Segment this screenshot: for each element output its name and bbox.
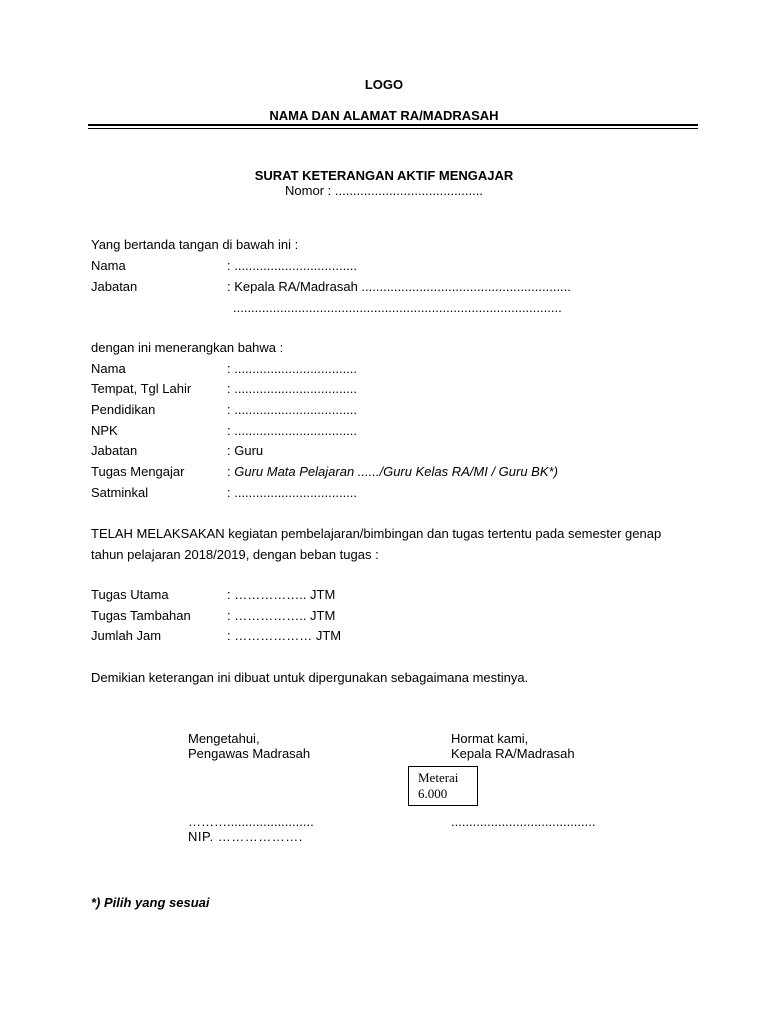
signatory-name-label: Nama	[91, 258, 126, 273]
task-main-value: : …………….. JTM	[227, 587, 336, 602]
subject-teaching-options: Guru Mata Pelajaran ....../Guru Kelas RA/MI / Guru BK*)	[234, 464, 558, 479]
task-additional-value: : …………….. JTM	[227, 608, 336, 623]
letter-number: Nomor : .........................................	[285, 183, 483, 198]
left-signature-nip: NIP. ……………….	[188, 829, 303, 844]
signatory-position-continuation: ...........................................................................................	[233, 300, 562, 315]
header-rule-thin	[88, 128, 698, 129]
subject-satminkal-label: Satminkal	[91, 485, 149, 500]
subject-satminkal-value: : ..................................	[227, 485, 358, 500]
subject-npk-value: : ..................................	[227, 423, 358, 438]
subject-teaching-prefix: :	[227, 464, 235, 479]
right-signature-line-2: Kepala RA/Madrasah	[451, 746, 575, 761]
duty-stamp-label: Meterai	[418, 770, 459, 785]
signatory-name-value: : ..................................	[227, 258, 358, 273]
subject-birth-label: Tempat, Tgl Lahir	[91, 381, 192, 396]
signatory-position-label: Jabatan	[91, 279, 138, 294]
task-total-label: Jumlah Jam	[91, 628, 162, 643]
statement-line-1: TELAH MELAKSAKAN kegiatan pembelajaran/bimbingan dan tugas tertentu pada semester genap	[91, 526, 662, 541]
left-signature-line-2: Pengawas Madrasah	[188, 746, 311, 761]
right-signature-name-line: ........................................	[451, 814, 596, 829]
statement-line-2: tahun pelajaran 2018/2019, dengan beban tugas :	[91, 547, 379, 562]
subject-npk-label: NPK	[91, 423, 118, 438]
logo-placeholder: LOGO	[364, 77, 404, 92]
header-rule-thick	[88, 124, 698, 126]
subject-birth-value: : ..................................	[227, 381, 358, 396]
task-additional-label: Tugas Tambahan	[91, 608, 191, 623]
institution-name: NAMA DAN ALAMAT RA/MADRASAH	[269, 108, 499, 123]
duty-stamp-value: 6.000	[418, 785, 448, 801]
duty-stamp-box	[408, 766, 478, 806]
subject-intro: dengan ini menerangkan bahwa :	[91, 340, 284, 355]
task-main-label: Tugas Utama	[91, 587, 169, 602]
subject-education-label: Pendidikan	[91, 402, 156, 417]
left-signature-name-line: ………........................	[188, 814, 314, 829]
subject-name-value: : ..................................	[227, 361, 358, 376]
letter-title: SURAT KETERANGAN AKTIF MENGAJAR	[254, 168, 514, 183]
signatory-position-value: : Kepala RA/Madrasah ..........................................................	[227, 279, 571, 294]
subject-teaching-value	[227, 464, 558, 480]
subject-teaching-label: Tugas Mengajar	[91, 464, 185, 479]
right-signature-line-1: Hormat kami,	[451, 731, 529, 746]
task-total-value: : ……………… JTM	[227, 628, 342, 643]
subject-position-value: : Guru	[227, 443, 264, 458]
subject-name-label: Nama	[91, 361, 126, 376]
subject-position-label: Jabatan	[91, 443, 138, 458]
subject-education-value: : ..................................	[227, 402, 358, 417]
signatory-intro: Yang bertanda tangan di bawah ini :	[91, 237, 299, 252]
closing-statement: Demikian keterangan ini dibuat untuk dipergunakan sebagaimana mestinya.	[91, 670, 529, 685]
footnote: *) Pilih yang sesuai	[91, 895, 210, 910]
left-signature-line-1: Mengetahui,	[188, 731, 260, 746]
